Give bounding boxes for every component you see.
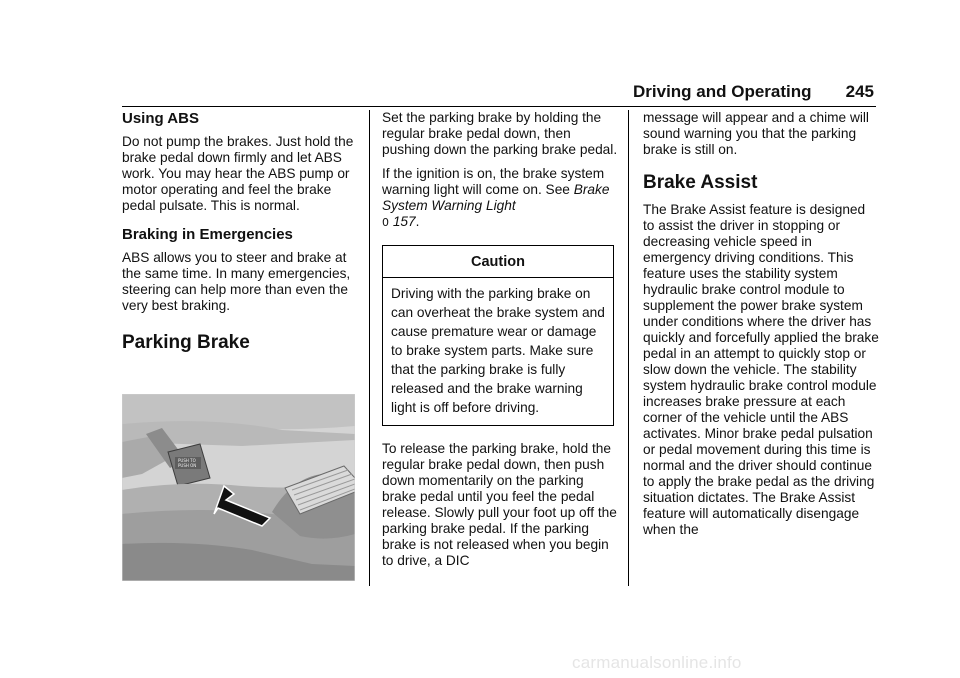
- paragraph-ignition: If the ignition is on, the brake system warning light will come on. See Brake System Warning Light 0 157.: [382, 166, 610, 229]
- column-2: [382, 110, 620, 569]
- page-reference-icon: 0: [382, 216, 389, 229]
- paragraph-braking-emergencies: ABS allows you to steer and brake at the same time. In many emergencies, steering can help more than even the very best braking.: [122, 250, 351, 313]
- section-title: Driving and Operating: [633, 82, 812, 101]
- heading-brake-assist: Brake Assist: [643, 172, 758, 193]
- watermark: carmanualsonline.info: [572, 653, 742, 672]
- reference-page[interactable]: 157: [392, 214, 416, 229]
- pedal-label-line1: PUSH TO: [178, 458, 196, 463]
- reference-title[interactable]: Brake System Warning Light: [382, 182, 610, 213]
- caution-body: Driving with the parking brake on can overheat the brake system and cause premature wear or damage to brake system parts. Make sure that the parking brake is fully released and the brake warning light is off before driving.: [391, 286, 605, 415]
- heading-using-abs: Using ABS: [122, 110, 199, 127]
- paragraph-set-parking-brake: Set the parking brake by holding the regular brake pedal down, then pushing down the parking brake pedal.: [382, 110, 618, 157]
- column-divider-right: [628, 110, 629, 586]
- paragraph-using-abs: Do not pump the brakes. Just hold the brake pedal down firmly and let ABS work. You may hear the ABS pump or motor operating and feel the brake pedal pulsate. This is normal.: [122, 134, 354, 213]
- parking-brake-illustration: [122, 394, 355, 581]
- ignition-text: If the ignition is on, the brake system warning light will come on. See: [382, 166, 605, 197]
- page-number: 245: [845, 82, 874, 101]
- caution-title: Caution: [383, 246, 613, 278]
- page-header: [633, 82, 874, 104]
- parking-brake-drawing: [122, 394, 355, 581]
- column-3: [643, 110, 879, 538]
- column-1: [122, 110, 358, 354]
- caution-box: [382, 245, 614, 426]
- paragraph-release: To release the parking brake, hold the regular brake pedal down, then push down momentarily on the parking brake pedal until you feel the pedal release. Slowly pull your foot up off the parking brake pedal. If the parking brake is not released when you begin to drive, a DIC: [382, 441, 617, 568]
- heading-braking-emergencies: Braking in Emergencies: [122, 226, 293, 243]
- header-rule: [122, 106, 876, 107]
- paragraph-brake-assist: The Brake Assist feature is designed to assist the driver in stopping or decreasing vehicle speed in emergency driving conditions. This feature uses the stability system hydraulic brake control module to supplement the power brake system under conditions where the driver has quickly and forcefully applied the brake pedal in an attempt to quickly stop or slow down the vehicle. The stability system hydraulic brake control module increases brake pressure at each corner of the vehicle until the ABS activates. Minor brake pedal pulsation or pedal movement during this time is normal and the driver should continue to apply the brake pedal as the driving situation dictates. The Brake Assist feature will automatically disengage when the: [643, 202, 879, 537]
- paragraph-dic-message: message will appear and a chime will sound warning you that the parking brake is still on.: [643, 110, 869, 157]
- pedal-label-line2: PUSH ON: [178, 463, 197, 468]
- heading-parking-brake: Parking Brake: [122, 332, 250, 353]
- column-divider-left: [369, 110, 370, 586]
